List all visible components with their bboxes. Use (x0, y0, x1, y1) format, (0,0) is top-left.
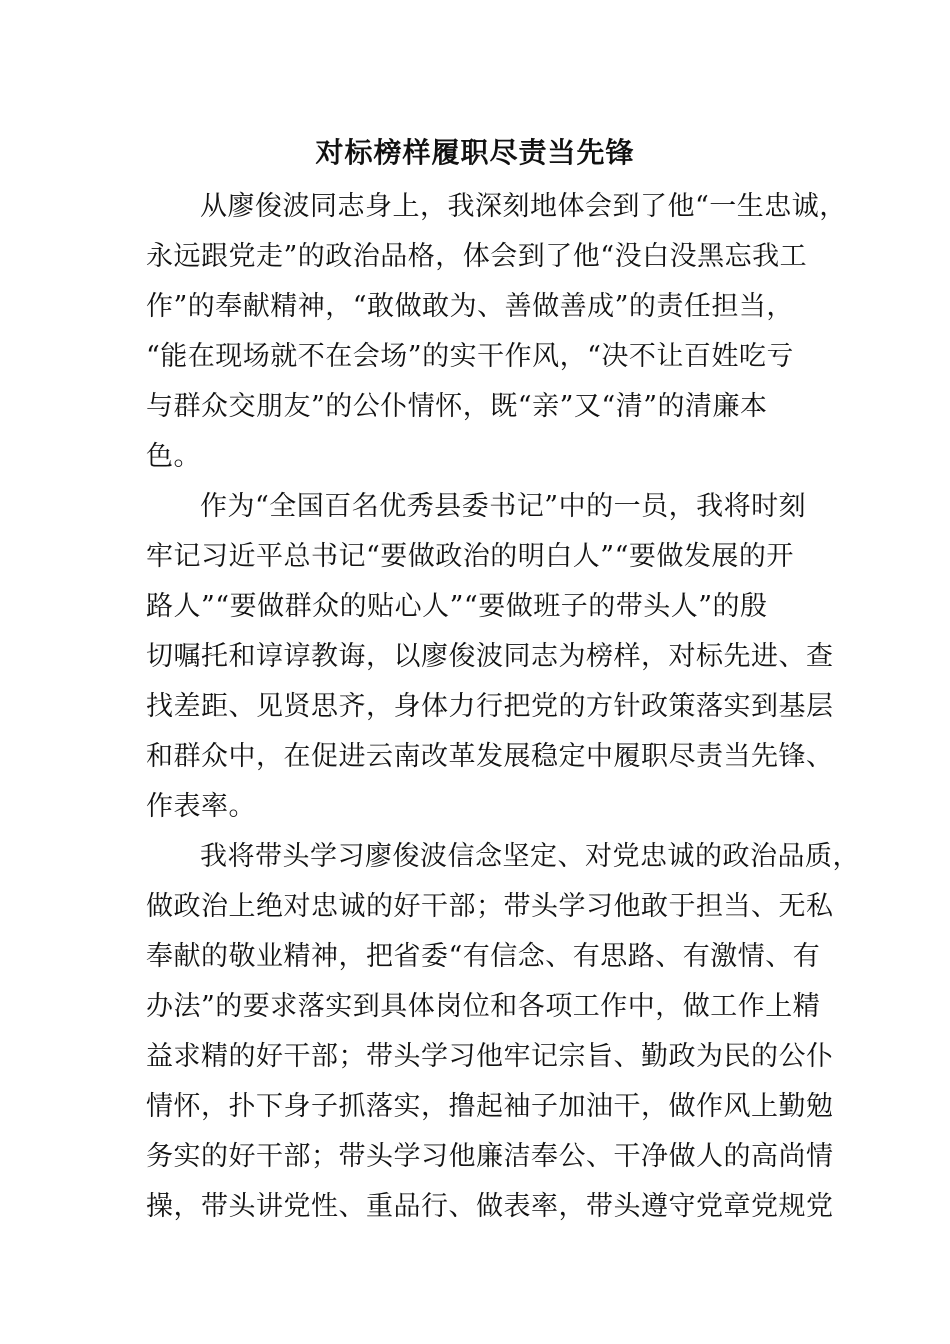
paragraph-2-line-3: 路人”“要做群众的贴心人”“要做班子的带头人”的殷 (146, 591, 768, 622)
paragraph-2-line-1: 作为“全国百名优秀县委书记”中的一员，我将时刻 (200, 491, 807, 522)
paragraph-2-line-6: 和群众中，在促进云南改革发展稳定中履职尽责当先锋、 (146, 741, 834, 772)
paragraph-1-line-2: 永远跟党走”的政治品格，体会到了他“没白没黑忘我工 (146, 241, 808, 272)
paragraph-1-line-3: 作”的奉献精神，“敢做敢为、善做善成”的责任担当， (146, 291, 794, 322)
paragraph-3-line-3: 奉献的敬业精神，把省委“有信念、有思路、有激情、有 (146, 941, 821, 972)
paragraph-1-line-1: 从廖俊波同志身上，我深刻地体会到了他“一生忠诚， (200, 191, 847, 222)
paragraph-1-line-4: “能在现场就不在会场”的实干作风，“决不让百姓吃亏 (146, 341, 794, 372)
document-body (146, 182, 860, 1232)
paragraph-3-line-7: 务实的好干部；带头学习他廉洁奉公、干净做人的高尚情 (146, 1141, 834, 1172)
paragraph-3-line-2: 做政治上绝对忠诚的好干部；带头学习他敢于担当、无私 (146, 891, 834, 922)
paragraph-3-line-8: 操，带头讲党性、重品行、做表率，带头遵守党章党规党 (146, 1191, 834, 1222)
paragraph-2-line-7: 作表率。 (146, 791, 256, 822)
paragraph-2-line-2: 牢记习近平总书记“要做政治的明白人”“要做发展的开 (146, 541, 794, 572)
paragraph-1-line-6: 色。 (146, 441, 201, 472)
paragraph-3-line-6: 情怀，扑下身子抓落实，撸起袖子加油干，做作风上勤勉 (146, 1091, 834, 1122)
document-title: 对标榜样履职尽责当先锋 (315, 136, 635, 169)
paragraph-1-line-5: 与群众交朋友”的公仆情怀，既“亲”又“清”的清廉本 (146, 391, 768, 422)
paragraph-3-line-4: 办法”的要求落实到具体岗位和各项工作中，做工作上精 (146, 991, 821, 1022)
paragraph-2-line-4: 切嘱托和谆谆教诲，以廖俊波同志为榜样，对标先进、查 (146, 641, 834, 672)
paragraph-3-line-5: 益求精的好干部；带头学习他牢记宗旨、勤政为民的公仆 (146, 1041, 834, 1072)
paragraph-3-line-1: 我将带头学习廖俊波信念坚定、对党忠诚的政治品质， (200, 841, 860, 872)
paragraph-2-line-5: 找差距、见贤思齐，身体力行把党的方针政策落实到基层 (146, 691, 834, 722)
